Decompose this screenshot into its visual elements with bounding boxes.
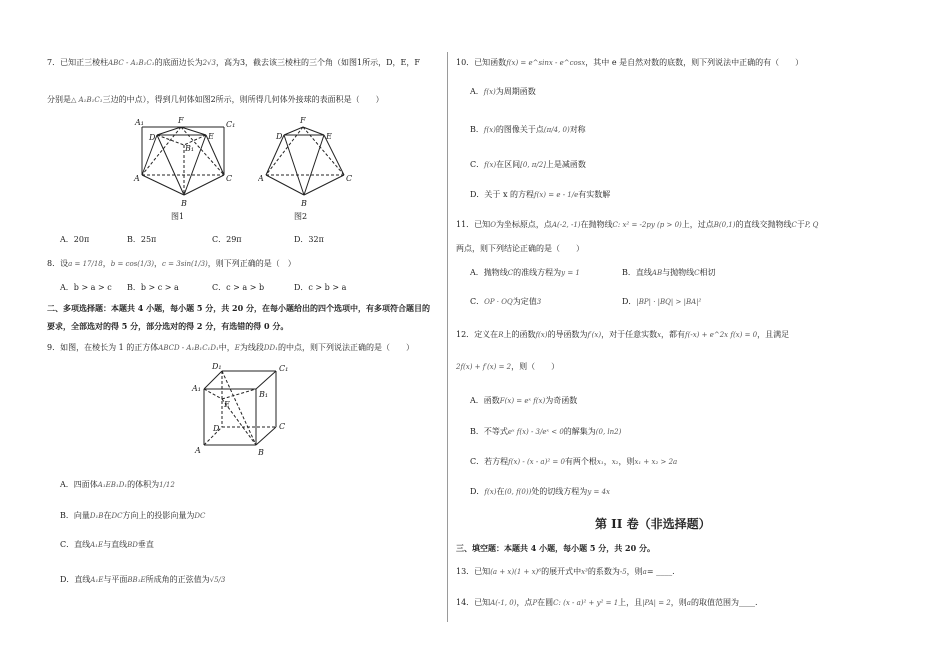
q11-option-c-text: C． — [470, 297, 485, 306]
q11-math: O — [490, 221, 496, 229]
q7-text: 的底面边长为 — [154, 58, 203, 67]
q10-option-c-math: [0, π/2] — [520, 161, 546, 169]
q12-option-a-text: A．函数 — [470, 396, 500, 405]
q14-math: C: (x - a)² + y² = 1 — [553, 599, 619, 607]
q7-option-b: B．25π — [127, 235, 157, 244]
q8-math-c: c = 3sin(1/3) — [162, 260, 208, 268]
q14-math: a — [686, 599, 691, 607]
q11-option-c-math: OP · OQ — [484, 298, 513, 306]
q11-option-b-text: 相切 — [699, 268, 716, 277]
q9-text: 为线段 — [239, 343, 264, 352]
q10-option-a-text: 为周期函数 — [495, 87, 536, 96]
q9-option-b-math: DC — [194, 512, 206, 520]
q7-math-triangle: △ A₁B₁C₁ — [71, 96, 103, 104]
q12-option-d-text: D． — [470, 487, 485, 496]
q12-line-2 — [456, 362, 559, 372]
q14-math: |PA| = 2 — [642, 599, 671, 607]
cube-label: E — [224, 400, 230, 409]
q14-stem — [456, 598, 758, 608]
q10-stem — [456, 58, 803, 68]
q14-text: ，则 — [670, 598, 687, 607]
q8-text: ，则下列正确的是（ ） — [207, 259, 296, 268]
q10-number: 10． — [456, 58, 475, 67]
q9-option-d-math: A₁E — [90, 576, 104, 584]
fig1-label: B₁ — [185, 144, 195, 153]
q11-text: 已知 — [474, 220, 491, 229]
q7-option-a: A．20π — [60, 235, 90, 244]
section-3-instructions: 三、填空题：本题共 4 小题，每小题 5 分，共 20 分。 — [456, 543, 655, 553]
q11-option-c-text: 为定值 — [512, 297, 537, 306]
q11-option-a — [470, 268, 580, 278]
q11-option-b-math: C — [694, 269, 700, 277]
q10-option-d-text: 有实数解 — [578, 190, 611, 199]
q9-option-d — [60, 575, 225, 585]
q7-number: 7． — [47, 58, 61, 67]
q13-math: (a + x)(1 + x)⁶ — [490, 568, 542, 576]
q12-option-c-math: f(x) - (x - a)² = 0 — [508, 458, 565, 466]
q12-text: ，对于任意实数 — [601, 330, 658, 339]
q10-option-a-text: A． — [470, 87, 484, 96]
q14-text: 已知 — [474, 598, 491, 607]
q11-stem — [456, 220, 818, 230]
fig2-label: E — [326, 132, 332, 141]
q12-number: 12． — [456, 330, 475, 339]
q11-text: 于 — [796, 220, 805, 229]
q9-option-a-text: A．四面体 — [60, 480, 98, 489]
q12-text: ，都有 — [661, 330, 686, 339]
q13-math: -5 — [619, 568, 627, 576]
cube-label: C — [279, 422, 286, 431]
fig1-label: C — [226, 174, 233, 183]
q9-text: 的中点，则下列说法正确的是（ ） — [277, 343, 414, 352]
q10-option-b-math: (π/4, 0) — [543, 126, 570, 134]
q12-option-c-text: ， — [603, 457, 612, 466]
fig1-label: D — [149, 133, 156, 142]
q13-math: a — [642, 568, 647, 576]
q8-math-a: a = 17/18 — [68, 260, 103, 268]
q11-line-2: 两点，则下列结论正确的是（ ） — [456, 244, 584, 253]
q12-text: 的导函数为 — [547, 330, 588, 339]
q12-option-a-text: 为奇函数 — [545, 396, 578, 405]
q7-math-edge: 2√3 — [202, 59, 216, 67]
q11-text: 的直线交抛物线 — [735, 220, 792, 229]
q12-option-d-text: 处的切线方程为 — [531, 487, 588, 496]
q9-option-a-text: 的体积为 — [127, 480, 160, 489]
q7-option-c: C．29π — [212, 235, 242, 244]
q12-text: ，且满足 — [757, 330, 790, 339]
fig1-label: B — [181, 199, 187, 208]
q12-option-b-text: B．不等式 — [470, 427, 508, 436]
fig2-label: A — [258, 174, 264, 183]
q11-text: 在抛物线 — [580, 220, 613, 229]
q12-text: ，则（ ） — [511, 362, 560, 371]
fig1-label: C₁ — [226, 120, 236, 129]
q12-option-b-math: (0, ln2) — [595, 428, 622, 436]
q13-stem — [456, 567, 675, 577]
q9-math-e: E — [234, 344, 240, 352]
q8-number: 8． — [47, 259, 61, 268]
q9-option-a-math: 1/12 — [159, 481, 175, 489]
q12-option-c-text: 有两个根 — [564, 457, 597, 466]
q13-text: ，则 — [626, 567, 643, 576]
fig1-label: E — [208, 132, 214, 141]
q9-option-b-math: D₁B — [89, 512, 104, 520]
q12-option-c-math: x₁ — [596, 458, 604, 466]
q7-text: 三边的中点），得到几何体如图2所示，则所得几何体外接球的表面积是（ ） — [102, 95, 384, 104]
q10-option-d — [470, 190, 610, 200]
q11-text: 上，过点 — [681, 220, 714, 229]
q12-math: R — [498, 331, 504, 339]
q11-number: 11． — [456, 220, 475, 229]
q12-option-c-math: x₁ + x₂ > 2a — [634, 458, 678, 466]
fig1-label: A — [134, 174, 140, 183]
q12-option-c — [470, 457, 677, 467]
q12-option-d-math: f(x) — [484, 488, 497, 496]
q8-option-b: B．b > c > a — [127, 283, 179, 292]
q7-figure-2 — [258, 113, 358, 223]
fig2-label: B — [301, 199, 307, 208]
q12-option-d-text: 在 — [496, 487, 505, 496]
q13-text: 已知 — [474, 567, 491, 576]
q11-option-c — [470, 297, 541, 307]
q14-math: P — [532, 599, 538, 607]
q10-option-c-math: f(x) — [484, 161, 497, 169]
q9-option-c — [60, 540, 154, 550]
cube-label: C₁ — [279, 364, 289, 373]
cube-label: D — [213, 424, 220, 433]
q12-stem — [456, 330, 789, 340]
q11-math: C — [791, 221, 797, 229]
q10-option-c-text: 上是减函数 — [545, 160, 586, 169]
q12-math: f(x) — [535, 331, 548, 339]
q9-option-c-math: A₁E — [90, 541, 104, 549]
q11-option-b-text: B．直线 — [622, 268, 652, 277]
q8-line: 8．设a = 17/18，b = cos(1/3)，c = 3sin(1/3)，则下列正确的是（ ） — [47, 259, 296, 268]
q10-option-b — [470, 125, 586, 135]
q12-option-d-math: y = 4x — [587, 488, 610, 496]
q7-line-1 — [47, 58, 420, 68]
q8-text: 设 — [60, 259, 69, 268]
q7-figure-1 — [128, 113, 238, 223]
q14-text: 在圆 — [537, 598, 554, 607]
q10-option-c-text: C． — [470, 160, 485, 169]
q13-text: = ____. — [646, 567, 675, 576]
q12-math: 2f(x) + f′(x) = 2 — [456, 363, 512, 371]
q13-text: 的展开式中 — [541, 567, 582, 576]
q7-math-prism: ABC - A₁B₁C₁ — [108, 59, 155, 67]
q9-text: 如图，在棱长为 1 的正方体 — [60, 343, 159, 352]
q10-math: f(x) = e^sinx - e^cosx — [506, 59, 586, 67]
q9-number: 9． — [47, 343, 61, 352]
section-2-instructions-line-2: 要求，全部选对的得 5 分，部分选对的得 2 分，有选错的得 0 分。 — [47, 321, 289, 331]
q10-option-a — [470, 87, 536, 97]
q10-text: 已知函数 — [474, 58, 507, 67]
q9-option-b-math: DC — [111, 512, 123, 520]
q12-math: f(-x) + e^2x f(x) = 0 — [685, 331, 758, 339]
q12-option-a-math: F(x) = eˣ f(x) — [499, 397, 546, 405]
q9-option-d-text: 所成角的正弦值为 — [145, 575, 210, 584]
fig1-label: A₁ — [135, 118, 144, 127]
fig2-label: C — [346, 174, 353, 183]
q14-number: 14． — [456, 598, 475, 607]
q11-option-a-text: 的准线方程为 — [513, 268, 562, 277]
q12-option-d — [470, 487, 610, 497]
section-2-instructions-line-1: 二、多项选择题：本题共 4 小题，每小题 5 分，共 20 分，在每小题给出的四个选项中，有多项符合题目的 — [47, 303, 430, 313]
q13-number: 13． — [456, 567, 475, 576]
q11-math: A(-2, -1) — [551, 221, 581, 229]
column-divider — [447, 52, 448, 622]
q12-option-d-math: (0, f(0)) — [504, 488, 532, 496]
q9-option-a-math: A₁EB₁D₁ — [97, 481, 128, 489]
q9-math-cube: ABCD - A₁B₁C₁D₁ — [158, 344, 219, 352]
q14-text: 上，且 — [618, 598, 643, 607]
q9-option-a — [60, 480, 175, 490]
q9-option-b-text: 方向上的投影向量为 — [122, 511, 195, 520]
fig2-label: F — [300, 116, 306, 125]
q9-option-d-math: BB₁E — [127, 576, 146, 584]
q14-text: ，点 — [516, 598, 533, 607]
q8-option-a: A．b > a > c — [60, 283, 112, 292]
q9-option-c-math: BD — [127, 541, 138, 549]
fig2-label: D — [276, 132, 283, 141]
q9-option-b-text: B．向量 — [60, 511, 90, 520]
q10-option-b-text: 对称 — [569, 125, 586, 134]
q8-option-d: D．c > b > a — [294, 283, 347, 292]
q10-option-b-text: 的图像关于点 — [495, 125, 544, 134]
q9-option-c-text: 与直线 — [103, 540, 128, 549]
q14-math: A(-1, 0) — [490, 599, 517, 607]
figure-2-caption: 图2 — [294, 212, 308, 221]
cube-label: A — [195, 446, 201, 455]
figure-1-caption: 图1 — [171, 212, 185, 221]
q11-text: 为坐标原点，点 — [495, 220, 552, 229]
q12-text: 上的函数 — [503, 330, 536, 339]
q10-option-c — [470, 160, 586, 170]
q9-option-c-text: 垂直 — [137, 540, 154, 549]
q11-option-c-math: 3 — [536, 298, 542, 306]
q12-option-b-math: eˣ f(x) - 3/eˣ < 0 — [507, 428, 564, 436]
q11-math: C: x² = -2py (p > 0) — [612, 221, 682, 229]
q12-option-a — [470, 396, 577, 406]
q12-text: 定义在 — [474, 330, 499, 339]
q10-text: ，其中 e 是自然对数的底数，则下列说法中正确的有（ ） — [585, 58, 804, 67]
q12-option-b-text: 的解集为 — [563, 427, 596, 436]
cube-label: A₁ — [192, 384, 201, 393]
q11-option-b-text: 与抛物线 — [662, 268, 695, 277]
q9-option-d-text: D．直线 — [60, 575, 91, 584]
q9-option-b-text: 在 — [103, 511, 112, 520]
q12-option-c-math: x₂ — [611, 458, 619, 466]
q9-option-b — [60, 511, 205, 521]
q9-option-d-text: 与平面 — [103, 575, 128, 584]
q11-math: P, Q — [804, 221, 819, 229]
q7-text: ，高为3，截去该三棱柱的三个角（如图1所示，D，E，F — [215, 58, 420, 67]
q9-stem — [47, 343, 414, 353]
q12-option-b — [470, 427, 621, 437]
q12-math: f′(x) — [587, 331, 602, 339]
q7-text: 已知正三棱柱 — [60, 58, 109, 67]
q11-option-a-math: y = 1 — [561, 269, 580, 277]
q11-math: B(0,1) — [713, 221, 736, 229]
q12-option-c-text: C．若方程 — [470, 457, 509, 466]
cube-label: D₁ — [212, 362, 222, 371]
q12-option-c-text: ，则 — [618, 457, 635, 466]
q11-option-d-math: |BP| · |BQ| > |BA|² — [636, 298, 702, 306]
q10-option-c-text: 在区间 — [496, 160, 521, 169]
q7-text: 分别是 — [47, 95, 71, 104]
q9-option-d-math: √5/3 — [209, 576, 226, 584]
part-2-title: 第 II 卷（非选择题） — [595, 517, 711, 531]
q9-cube-figure — [190, 361, 300, 461]
q9-option-c-text: C．直线 — [60, 540, 91, 549]
q13-text: 的系数为 — [587, 567, 620, 576]
q7-option-d: D．32π — [294, 235, 324, 244]
q11-option-a-text: A．抛物线 — [470, 268, 508, 277]
q10-option-d-text: D．关于 x 的方程 — [470, 190, 535, 199]
q8-option-c: C．c > a > b — [212, 283, 265, 292]
q9-text: 中， — [218, 343, 235, 352]
q9-math-segment: DD₁ — [263, 344, 278, 352]
q11-option-a-math: C — [507, 269, 514, 277]
q8-math-b: b = cos(1/3) — [110, 260, 155, 268]
q10-option-d-math: f(x) = e - 1/e — [534, 191, 579, 199]
q11-option-b — [622, 268, 715, 278]
q11-option-b-math: AB — [651, 269, 663, 277]
q12-math: x — [657, 331, 662, 339]
cube-label: B — [258, 448, 264, 457]
q10-option-b-math: f(x) — [483, 126, 496, 134]
q14-text: 的取值范围为____. — [690, 598, 758, 607]
q7-line-2 — [47, 95, 384, 105]
q13-math: x³ — [581, 568, 588, 576]
q10-option-b-text: B． — [470, 125, 484, 134]
cube-label: B₁ — [259, 390, 269, 399]
fig1-label: F — [178, 116, 184, 125]
q10-option-a-math: f(x) — [483, 88, 496, 96]
q11-option-d — [622, 297, 701, 307]
q11-option-d-text: D． — [622, 297, 637, 306]
